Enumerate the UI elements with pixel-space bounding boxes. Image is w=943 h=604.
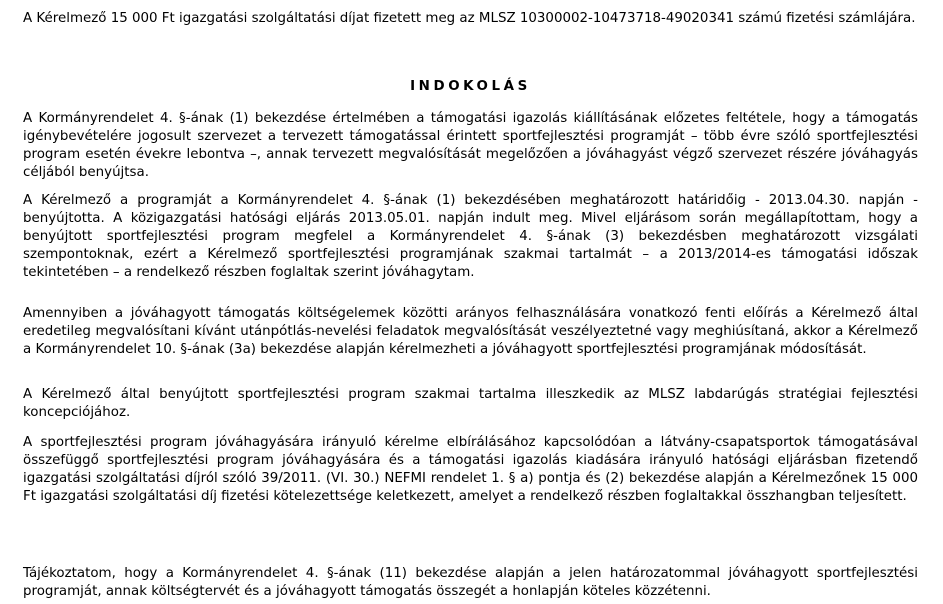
paragraph-justification-1: A Kormányrendelet 4. §-ának (1) bekezdése értelmében a támogatási igazolás kiállításának előzetes feltétele, hogy a támogatás igénybevételére jogosult szervezet a tervezett támogatással érintett sportfejlesztési programját – több évre szóló sportfejlesztési program esetén évekre lebontva –, annak tervezett megvalósítását megelőzően a jóváhagyást végző szervezet részére jóváhagyás céljából benyújtsa. xyxy=(23,111,918,180)
intro-paragraph: A Kérelmező 15 000 Ft igazgatási szolgáltatási díjat fizetett meg az MLSZ 10300002-10473718-49020341 számú fizetési számlájára. xyxy=(23,11,916,26)
paragraph-publication-notice: Tájékoztatom, hogy a Kormányrendelet 4. §-ának (11) bekezdése alapján a jelen határozatommal jóváhagyott sportfejlesztési programját, annak költségtervét és a jóváhagyott támogatás összegét a honlapján köteles közzétenni. xyxy=(23,566,918,599)
section-heading: INDOKOLÁS xyxy=(410,79,531,94)
paragraph-submission: A Kérelmező a programját a Kormányrendelet 4. §-ának (1) bekezdésében meghatározott határidőig - 2013.04.30. napján - benyújtotta. A közigazgatási hatósági eljárás 2013.05.01. napján indult meg. Mivel eljárásom során megállapítottam, hogy a benyújtott sportfejlesztési program megfelel a Kormányrendelet 4. §-ának (3) bekezdésben meghatározott vizsgálati szempontoknak, ezért a Kérelmező sportfejlesztési programjának szakmai tartalmát – a 2013/2014-es támogatási időszak tekintetében – a rendelkező részben foglaltak szerint jóváhagytam. xyxy=(23,193,918,280)
paragraph-modification: Amennyiben a jóváhagyott támogatás költségelemek közötti arányos felhasználására vonatkozó fenti előírás a Kérelmező által eredetileg megvalósítani kívánt utánpótlás-nevelési feladatok megvalósítását veszélyeztetné vagy meghiúsítaná, akkor a Kérelmező a Kormányrendelet 10. §-ának (3a) bekezdése alapján kérelmezheti a jóváhagyott sportfejlesztési programjának módosítását. xyxy=(23,306,918,357)
paragraph-fee: A sportfejlesztési program jóváhagyására irányuló kérelme elbírálásához kapcsolódóan a látvány-csapatsportok támogatásával összefüggő sportfejlesztési program jóváhagyására és a támogatási igazolás kiadására irányuló hatósági eljárásban fizetendő igazgatási szolgáltatási díjról szóló 39/2011. (VI. 30.) NEFMI rendelet 1. § a) pontja és (2) bekezdése alapján a Kérelmezőnek 15 000 Ft igazgatási szolgáltatási díj fizetési kötelezettsége keletkezett, amelyet a rendelkező részben foglaltakkal összhangban teljesített. xyxy=(23,435,918,504)
paragraph-strategy: A Kérelmező által benyújtott sportfejlesztési program szakmai tartalma illeszkedik az MLSZ labdarúgás stratégiai fejlesztési koncepciójához. xyxy=(23,387,918,420)
